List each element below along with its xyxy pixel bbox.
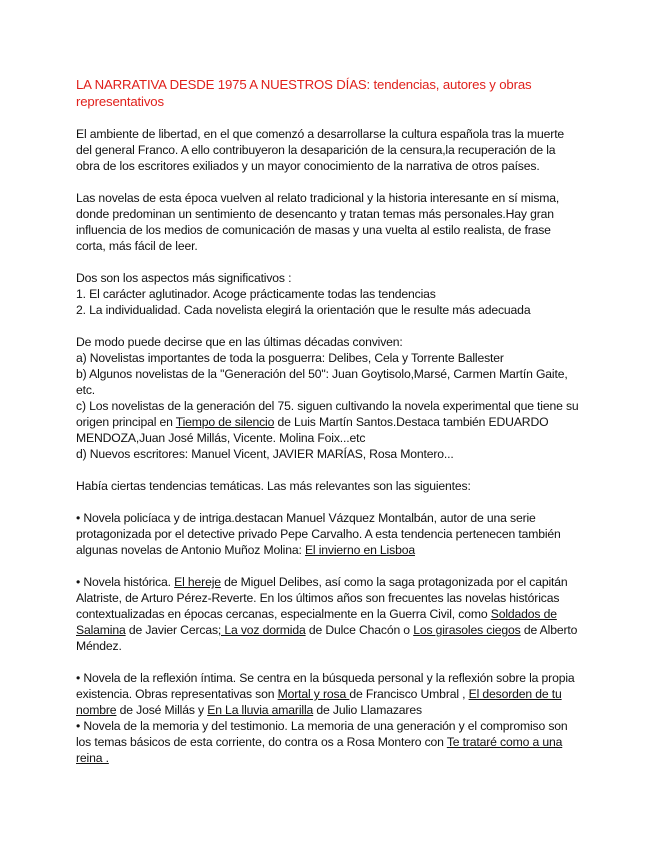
book-title-link: Mortal y rosa bbox=[277, 687, 350, 701]
aspects-heading: Dos son los aspectos más significativos : bbox=[76, 271, 292, 285]
book-title-link: ; La voz dormida bbox=[217, 623, 306, 637]
police-novel-item: • Novela policíaca y de intriga.destacan Manuel Vázquez Montalbán, autor de una serie protagonizada por el detective privado Pepe Carvalho. A esta tendencia pertenecen también algunas novelas de Antonio Muñoz Molina: El invierno en Lisboa bbox=[76, 511, 561, 557]
reflection-novel-item: • Novela de la reflexión íntima. Se centra en la búsqueda personal y la reflexión sobre la propia existencia. Obras representativas son Mortal y rosa de Francisco Umbral , El desorden de tu nombre de José Millás y En La lluvia amarilla de Julio Llamazares bbox=[76, 671, 575, 717]
aspect-item: 1. El carácter aglutinador. Acoge prácticamente todas las tendencias bbox=[76, 287, 436, 301]
coexist-item-a: a) Novelistas importantes de toda la posguerra: Delibes, Cela y Torrente Ballester bbox=[76, 351, 504, 365]
book-title-link: El invierno en Lisboa bbox=[304, 543, 415, 557]
book-title-link: Tiempo de silencio bbox=[175, 415, 275, 429]
novels-paragraph: Las novelas de esta época vuelven al relato tradicional y la historia interesante en sí misma, donde predominan un sentimiento de desencanto y tratan temas más personales.Hay gran influencia de los medios de comunicación de masas y una vuelta al estilo realista, de frase corta, más fácil de leer. bbox=[76, 191, 560, 253]
book-title-link: El hereje bbox=[174, 575, 221, 589]
book-title-link: En La lluvia amarilla bbox=[207, 703, 314, 717]
coexist-heading: De modo puede decirse que en las últimas décadas conviven: bbox=[76, 335, 403, 349]
coexist-item-b: b) Algunos novelistas de la "Generación del 50": Juan Goytisolo,Marsé, Carmen Martín Gaite, etc. bbox=[76, 367, 568, 397]
coexist-item-d: d) Nuevos escritores: Manuel Vicent, JAVIER MARÍAS, Rosa Montero... bbox=[76, 447, 454, 461]
book-title-link: El desorden de tu nombre bbox=[76, 687, 562, 717]
document-page bbox=[76, 76, 581, 766]
book-title-link: Te trataré como a una reina . bbox=[76, 735, 563, 765]
intro-paragraph: El ambiente de libertad, en el que comenzó a desarrollarse la cultura española tras la muerte del general Franco. A ello contribuyeron la desaparición de la censura,la recuperación de la obra de los escritores exiliados y un mayor conocimiento de la narrativa de otros países. bbox=[76, 127, 565, 173]
memory-novel-item: • Novela de la memoria y del testimonio. La memoria de una generación y el compromiso son los temas básicos de esta corriente, do contra os a Rosa Montero con Te trataré como a una reina . bbox=[76, 719, 568, 765]
historic-novel-item: • Novela histórica. El hereje de Miguel Delibes, así como la saga protagonizada por el capitán Alatriste, de Arturo Pérez-Reverte. En los últimos años son frecuentes las novelas históricas contextualizadas en épocas cercanas, especialmente en la Guerra Civil, como Soldados de Salamina de Javier Cercas; La voz dormida de Dulce Chacón o Los girasoles ciegos de Alberto Méndez. bbox=[76, 575, 578, 653]
tendencies-heading: Había ciertas tendencias temáticas. Las más relevantes son las siguientes: bbox=[76, 479, 471, 493]
aspect-item: 2. La individualidad. Cada novelista elegirá la orientación que le resulte más adecuada bbox=[76, 303, 531, 317]
page-title: LA NARRATIVA DESDE 1975 A NUESTROS DÍAS: tendencias, autores y obras representativos bbox=[76, 77, 532, 109]
book-title-link: Soldados de Salamina bbox=[76, 607, 557, 637]
book-title-link: Los girasoles ciegos bbox=[413, 623, 521, 637]
coexist-item-c: c) Los novelistas de la generación del 75. siguen cultivando la novela experimental que tiene su origen principal en Tiempo de silencio de Luis Martín Santos.Destaca también EDUARDO MENDOZA,Juan José Millás, Vicente. Molina Foix...etc bbox=[76, 399, 579, 445]
